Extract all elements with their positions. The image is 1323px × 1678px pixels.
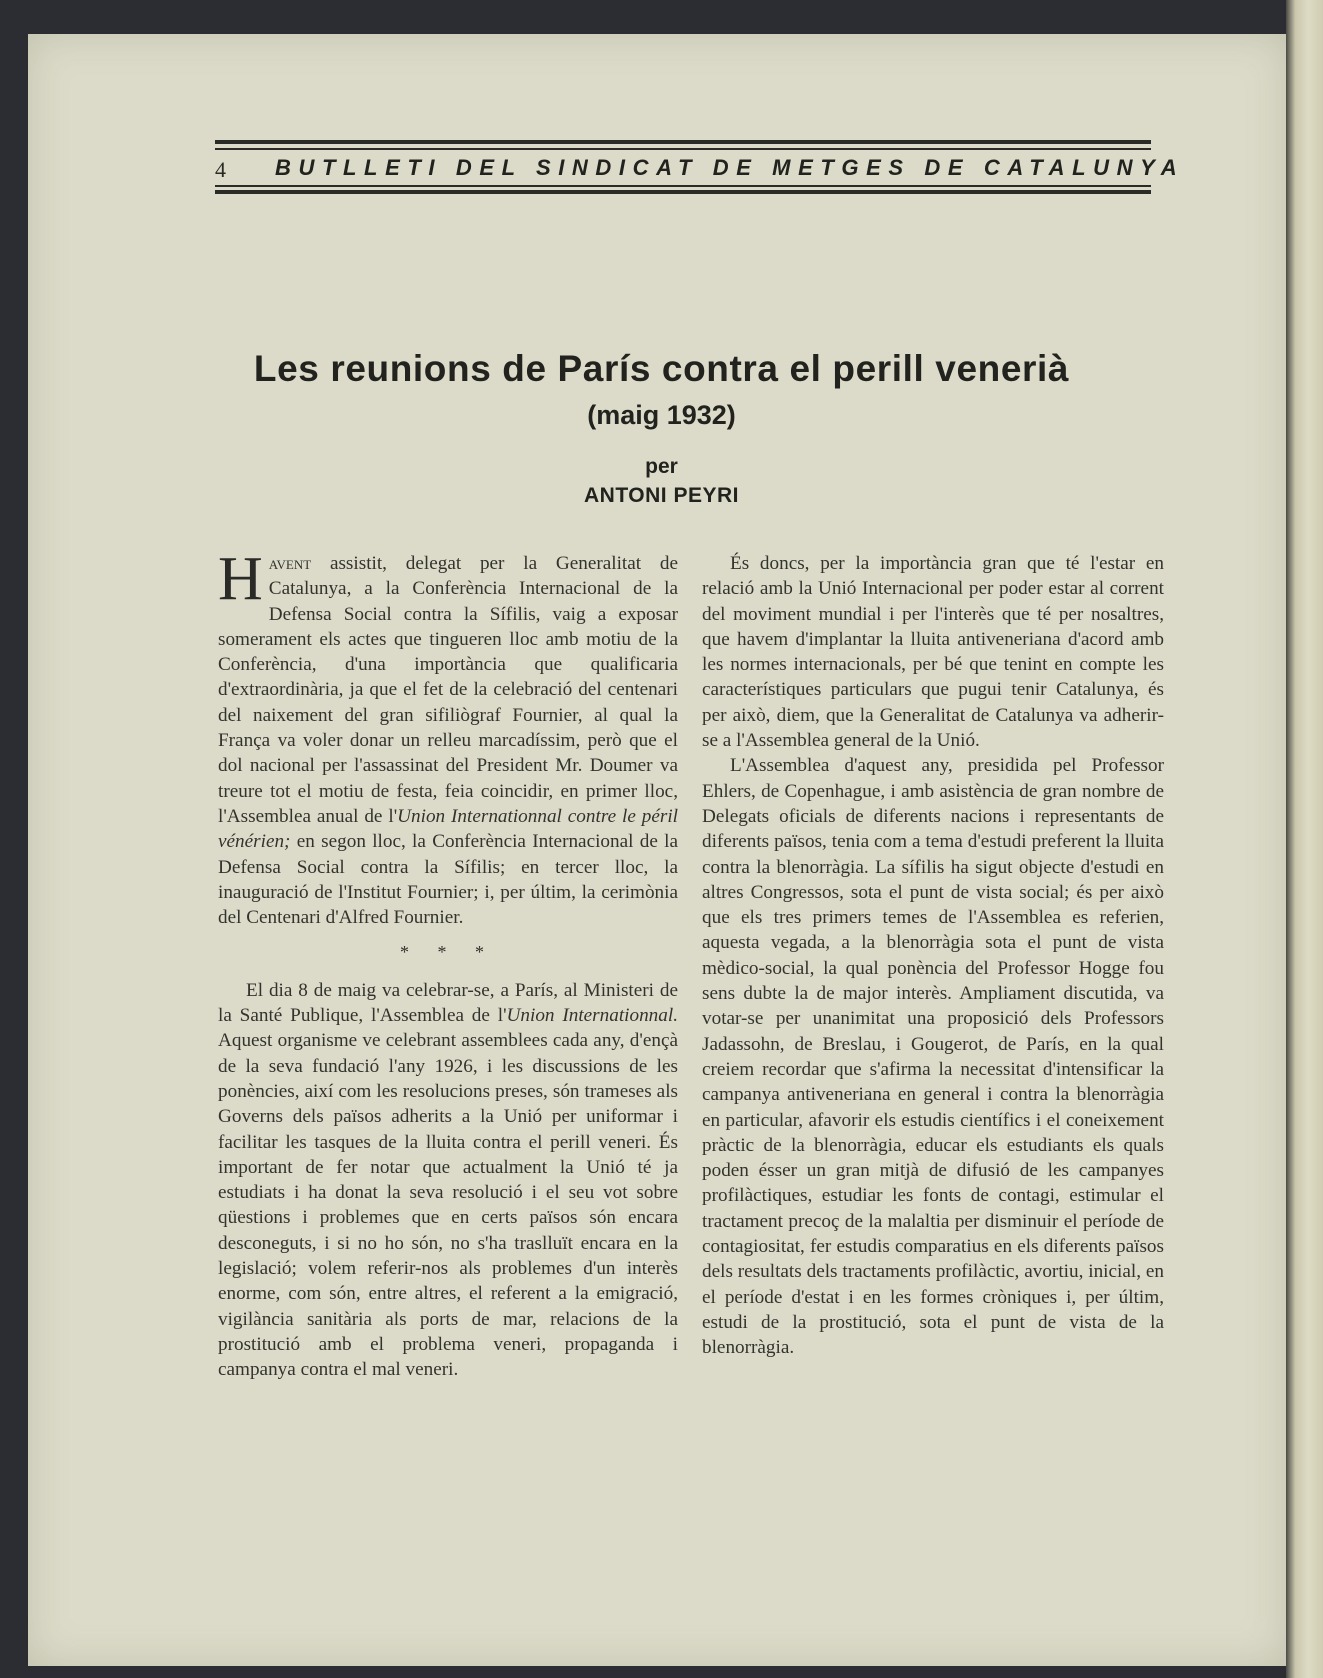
journal-title: BUTLLETI DEL SINDICAT DE METGES DE CATALUNYA [275,155,1185,180]
page-number: 4 [215,157,226,182]
left-paragraph-1 [218,545,678,930]
section-separator: * * * [400,942,496,963]
header-rule-bottom-thin [215,185,1151,187]
left-paragraph-2-italic: Union Internationnal. [506,1005,678,1027]
running-header [215,105,1185,197]
article-author: ANTONI PEYRI [584,484,739,507]
scan-background-edge [1286,0,1323,1678]
left-paragraph-1-text-b: en segon lloc, la Conferència Internacional de la Defensa Social contra la Sífilis; en tercer lloc, la inauguració de l'Institut Fournier; i, per últim, la cerimònia del Centenari d'Alfred Fournier. [218,831,678,929]
left-paragraph-2-text-b: Aquest organisme ve celebrant assemblees cada any, d'ençà de la seva fundació l'any 1926, i les discussions de les ponències, així com les resolucions preses, són trameses als Governs dels països adherits a la Unió per uniformar i facilitar les tasques de la lluita contra el perill veneri. És important de fer notar que actualment la Unió té ja estudiats i ha donat la seva resolució i el seu vot sobre qüestions i problemes que en certs països són encara desconeguts, i si no ho són, no s'ha traslluït encara en la legislació; volem referir-nos als problemes d'un interès enorme, com són, entre altres, el referent a la emigració, vigilància sanitària als ports de mar, relacions de la prostitució amb el problema veneri, propaganda i campanya contra el mal veneri. [218,1030,678,1381]
drop-cap: H [218,545,263,613]
left-paragraph-1-italic: Union Internationnal contre le péril vénérien; [218,805,678,853]
header-rule-top-thick [215,140,1151,144]
opening-smallcaps: avent [268,553,312,574]
article-title: Les reunions de París contra el perill venerià [253,348,1070,389]
right-paragraph-2: L'Assemblea d'aquest any, presidida pel Professor Ehlers, de Copenhague, i amb asistència de gran nombre de Delegats oficials de diferents nacions i representants de diferents països, tenia com a tema d'estudi preferent la lluita contra la blenorràgia. La sífilis ha sigut objecte d'estudi en altres Congressos, sota el punt de vista social; és per això que els tres primers temes de l'Assemblea es referien, aquesta vegada, a la blenorràgia sota el punt de vista mèdico-social, la qual ponència del Professor Hogge fou sens dubte la de major interès. Ampliament discutida, va votar-se per unanimitat una proposició dels Professors Jadassohn, de Breslau, i Gougerot, de París, en la qual creiem recordar que s'afirma la necessitat d'intensificar la campanya antiveneriana en general i contra la blenorràgia en particular, afavorir els estudis científics i el coneixement pràctic de la blenorràgia, educar els estudiants els quals poden ésser un gran mitjà de difusió de les campanyes profilàctiques, estudiar les fonts de contagi, estimular el tractament precoç de la malaltia per disminuir el període de contagiositat, fer estudis comparatius en els diferents països dels resultats dels tractaments profilàctic, avortiu, inicial, en el període d'estat i en les formes cròniques i, per últim, estudi de la prostitució, sota el punt de vista de la blenorràgia. [702,755,1164,1359]
header-rule-bottom-thick [215,190,1151,194]
left-paragraph-1-text-a: assistit, delegat per la Generalitat de Catalunya, a la Conferència Internacional de la Defensa Social contra la Sífilis, vaig a exposar somerament els actes que tingueren lloc amb motiu de la Conferència, d'una importància que qualificaria d'extraordinària, ja que el fet de la celebració del centenari del naixement del gran sifiliògraf Fournier, al qual la França va voler donar un relleu marcadíssim, però que el dol nacional per l'assassinat del President Mr. Doumer va treure tot el motiu de festa, feia coincidir, en primer lloc, l'Assemblea anual de l' [218,553,678,827]
right-column [702,551,1164,1361]
right-paragraph-1: És doncs, per la importància gran que té l'estar en relació amb la Unió Internacional per poder estar al corrent del moviment mundial i per l'interès que té per nosaltres, que havem d'implantar la lluita antiveneriana d'acord amb les normes internacionals, per bé que tenint en compte les característiques particulars que pugui tenir Catalunya, és per això, diem, que la Generalitat de Catalunya va adherir-se a l'Assemblea general de la Unió. [702,553,1164,752]
left-paragraph-2 [218,978,678,1383]
article-subtitle: (maig 1932) [587,400,736,430]
left-column [218,545,678,1383]
header-rule-top-thin [215,148,1151,150]
left-paragraph-2-text-a: El dia 8 de maig va celebrar-se, a París, al Ministeri de la Santé Publique, l'Assemblea de l' [218,979,678,1027]
article-byline: per [645,455,678,478]
